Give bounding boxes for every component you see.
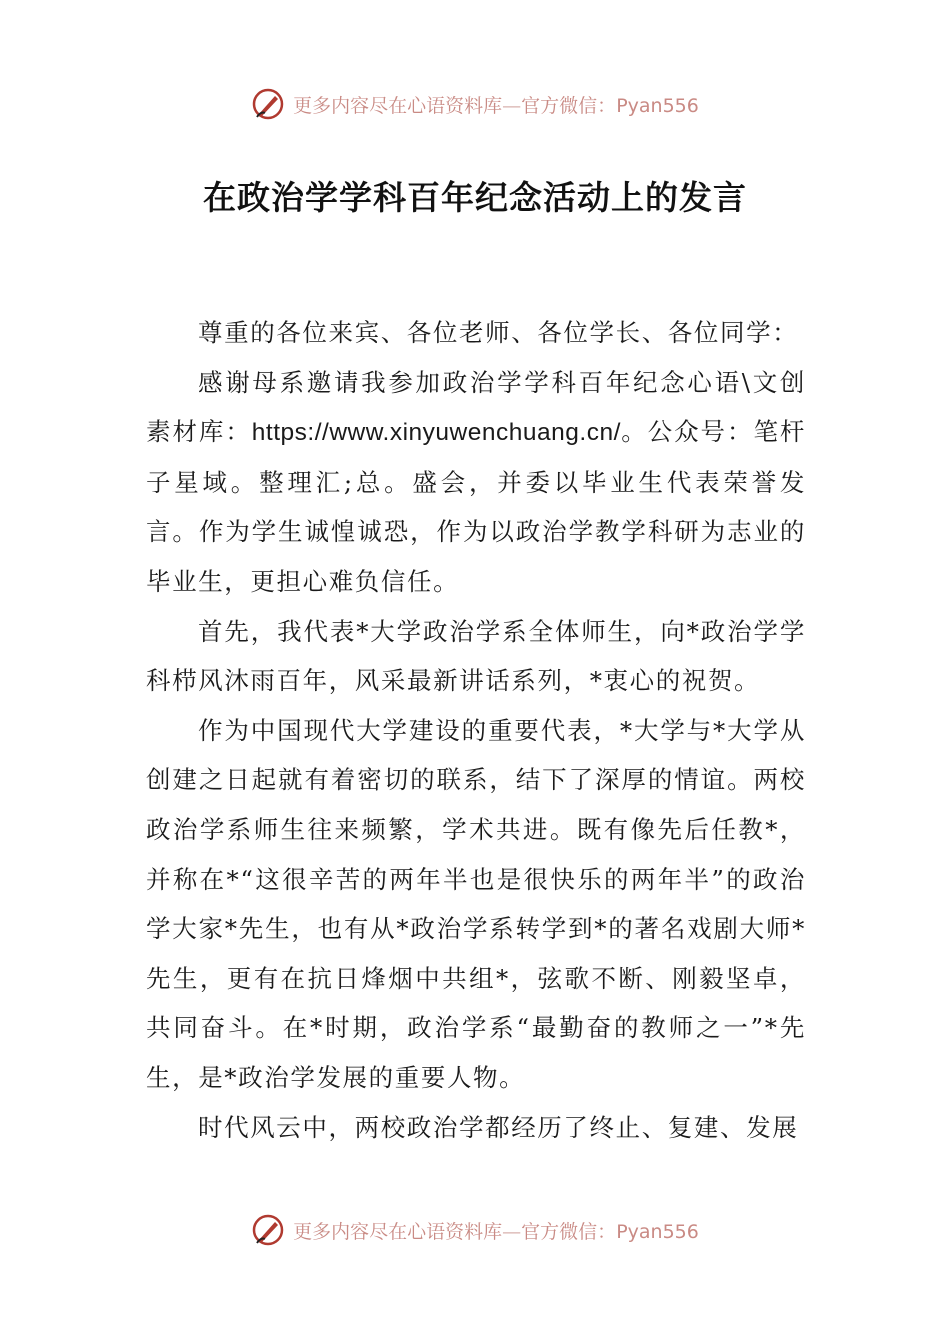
banner-text: 更多内容尽在心语资料库—官方微信：Pyan556 [293,94,699,117]
document-body [146,308,806,1152]
footer-watermark-banner [0,1208,950,1252]
pen-logo-icon [251,1213,285,1247]
congratulation-paragraph: 首先，我代表*大学政治学系全体师生，向*政治学学科栉风沐雨百年，风采最新讲话系列，*衷心的祝贺。 [146,616,806,696]
thanks-paragraph: 感谢母系邀请我参加政治学学科百年纪念心语\文创素材库：https://www.xinyuwenchuang.cn/。公众号：笔杆子星域。整理汇;总。盛会，并委以毕业生代表荣誉发言。作为学生诚惶诚恐，作为以政治学教学科研为志业的毕业生，更担心难负信任。 [146,367,807,596]
pen-logo-icon [251,87,285,121]
banner-text: 更多内容尽在心语资料库—官方微信：Pyan556 [293,1220,699,1243]
development-paragraph: 时代风云中，两校政治学都经历了终止、复建、发展 [198,1112,799,1142]
history-paragraph: 作为中国现代大学建设的重要代表，*大学与*大学从创建之日起就有着密切的联系，结下了深厚的情谊。两校政治学系师生往来频繁，学术共进。既有像先后任教*，并称在*“这很辛苦的两年半也是很快乐的两年半”的政治学大家*先生，也有从*政治学系转学到*的著名戏剧大师*先生，更有在抗日烽烟中共组*，弦歌不断、刚毅坚卓，共同奋斗。在*时期，政治学系“最勤奋的教师之一”*先生，是*政治学发展的重要人物。 [146,715,806,1092]
document-title: 在政治学学科百年纪念活动上的发言 [203,178,747,217]
salutation-paragraph: 尊重的各位来宾、各位老师、各位学长、各位同学： [198,318,799,347]
resource-url: https://www.xinyuwenchuang.cn/ [251,419,621,447]
header-watermark-banner [0,82,950,126]
